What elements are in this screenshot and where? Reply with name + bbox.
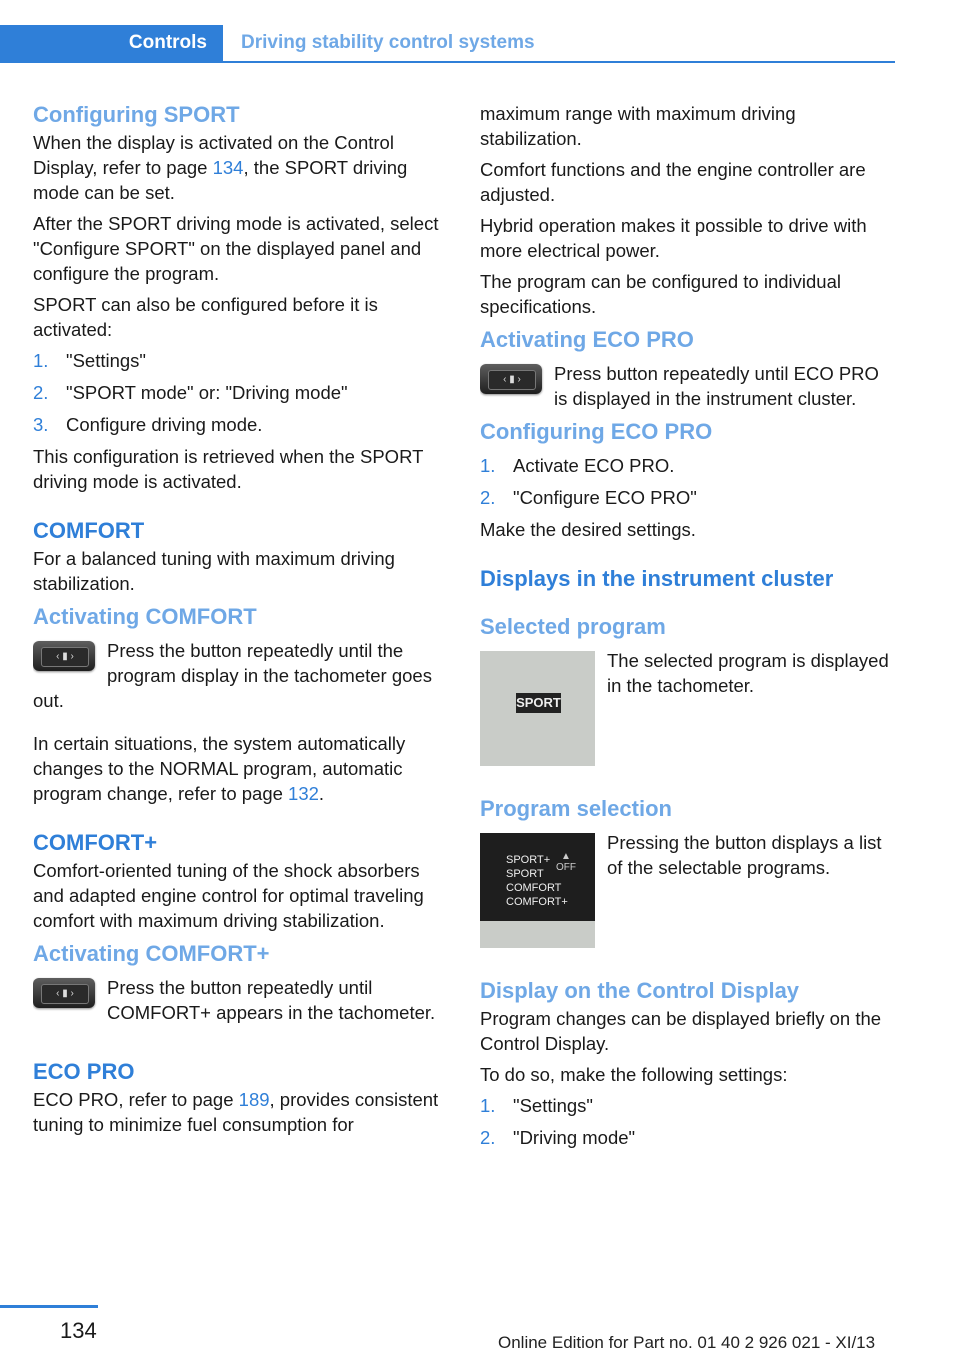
- steps-list: [33, 348, 448, 437]
- paragraph: For a balanced tuning with maximum driving stabilization.: [33, 548, 395, 594]
- heading-activating-comfort-plus: Activating COMFORT+: [33, 941, 270, 966]
- program-selection-image: [480, 833, 595, 948]
- figure-with-text: [480, 648, 895, 770]
- heading-selected-program: Selected program: [480, 614, 666, 639]
- list-item: 1. "Settings": [33, 350, 146, 371]
- heading-activating-eco-pro: Activating ECO PRO: [480, 327, 694, 352]
- paragraph: ECO PRO, refer to page 189, provides consistent tuning to minimize fuel consumption for: [33, 1089, 439, 1135]
- paragraph: In certain situations, the system automatically changes to the NORMAL program, automatic program change, refer to page 132.: [33, 733, 406, 804]
- paragraph: Comfort functions and the engine controller are adjusted.: [480, 159, 866, 205]
- footer-rule: [0, 1305, 98, 1308]
- heading-eco-pro: ECO PRO: [33, 1059, 135, 1084]
- left-column: [33, 100, 448, 1143]
- heading-activating-comfort: Activating COMFORT: [33, 604, 257, 629]
- list-item: 2. "SPORT mode" or: "Driving mode": [33, 382, 348, 403]
- paragraph: Press button repeatedly until ECO PRO is displayed in the instrument cluster.: [554, 363, 879, 409]
- paragraph: Press the button repeatedly until the program display in the tachometer goes out.: [33, 640, 432, 711]
- paragraph: When the display is activated on the Control Display, refer to page 134, the SPORT driving mode can be set.: [33, 132, 408, 203]
- heading-comfort-plus: COMFORT+: [33, 830, 158, 855]
- list-item: 3. Configure driving mode.: [33, 414, 263, 435]
- paragraph: To do so, make the following settings:: [480, 1064, 788, 1085]
- page-header: [0, 25, 895, 63]
- page-link[interactable]: 132: [288, 783, 319, 804]
- page-number: 134: [60, 1318, 97, 1343]
- paragraph: Make the desired settings.: [480, 519, 696, 540]
- program-option: COMFORT: [506, 882, 562, 894]
- heading-comfort: COMFORT: [33, 518, 145, 543]
- paragraph: This configuration is retrieved when the SPORT driving mode is activated.: [33, 446, 424, 492]
- program-option: SPORT+: [506, 854, 551, 866]
- heading-program-selection: Program selection: [480, 796, 672, 821]
- figure-with-text: [33, 638, 448, 719]
- header-section-title[interactable]: Driving stability control systems: [241, 32, 535, 53]
- figure-with-text: [480, 830, 895, 952]
- program-option: COMFORT+: [506, 896, 568, 908]
- right-column: [480, 101, 895, 1157]
- paragraph: The program can be configured to individual specifications.: [480, 271, 841, 317]
- paragraph: maximum range with maximum driving stabilization.: [480, 103, 796, 149]
- list-item: 1. Activate ECO PRO.: [480, 455, 675, 476]
- page-link[interactable]: 134: [212, 157, 244, 178]
- paragraph: Pressing the button displays a list of the selectable programs.: [607, 832, 882, 878]
- steps-list: [480, 1093, 895, 1150]
- figure-with-text: [480, 361, 895, 417]
- heading-display-control-display: Display on the Control Display: [480, 978, 800, 1003]
- paragraph: Hybrid operation makes it possible to drive with more electrical power.: [480, 215, 867, 261]
- program-option: SPORT: [506, 868, 544, 880]
- paragraph: Program changes can be displayed briefly on the Control Display.: [480, 1008, 882, 1054]
- paragraph: SPORT can also be configured before it is activated:: [33, 294, 378, 340]
- steps-list: [480, 453, 895, 510]
- selected-program-image: [480, 651, 595, 766]
- heading-displays-instrument-cluster: Displays in the instrument cluster: [480, 566, 834, 591]
- paragraph: Comfort-oriented tuning of the shock absorbers and adapted engine control for optimal traveling comfort with maximum driving stabilization.: [33, 860, 424, 931]
- paragraph: Press the button repeatedly until COMFORT+ appears in the tachometer.: [107, 977, 436, 1023]
- page-link[interactable]: 189: [238, 1089, 270, 1110]
- driving-mode-button-icon: ‹ ▮ ›: [33, 641, 95, 671]
- paragraph: The selected program is displayed in the tachometer.: [607, 650, 889, 696]
- dsc-off-icon: ▲ OFF: [556, 851, 576, 873]
- paragraph: After the SPORT driving mode is activated, select "Configure SPORT" on the displayed panel and configure the program.: [33, 213, 439, 284]
- list-item: 2. "Driving mode": [480, 1127, 636, 1148]
- header-tab-controls[interactable]: Controls: [0, 25, 223, 61]
- driving-mode-button-icon: ‹ ▮ ›: [480, 364, 542, 394]
- sport-badge: SPORT: [516, 693, 561, 713]
- figure-with-text: [33, 975, 448, 1031]
- list-item: 1. "Settings": [480, 1095, 593, 1116]
- list-item: 2. "Configure ECO PRO": [480, 487, 697, 508]
- edition-note: Online Edition for Part no. 01 40 2 926 021 - XI/13: [498, 1333, 876, 1352]
- heading-configuring-eco-pro: Configuring ECO PRO: [480, 419, 713, 444]
- driving-mode-button-icon: ‹ ▮ ›: [33, 978, 95, 1008]
- heading-configuring-sport: Configuring SPORT: [33, 102, 240, 127]
